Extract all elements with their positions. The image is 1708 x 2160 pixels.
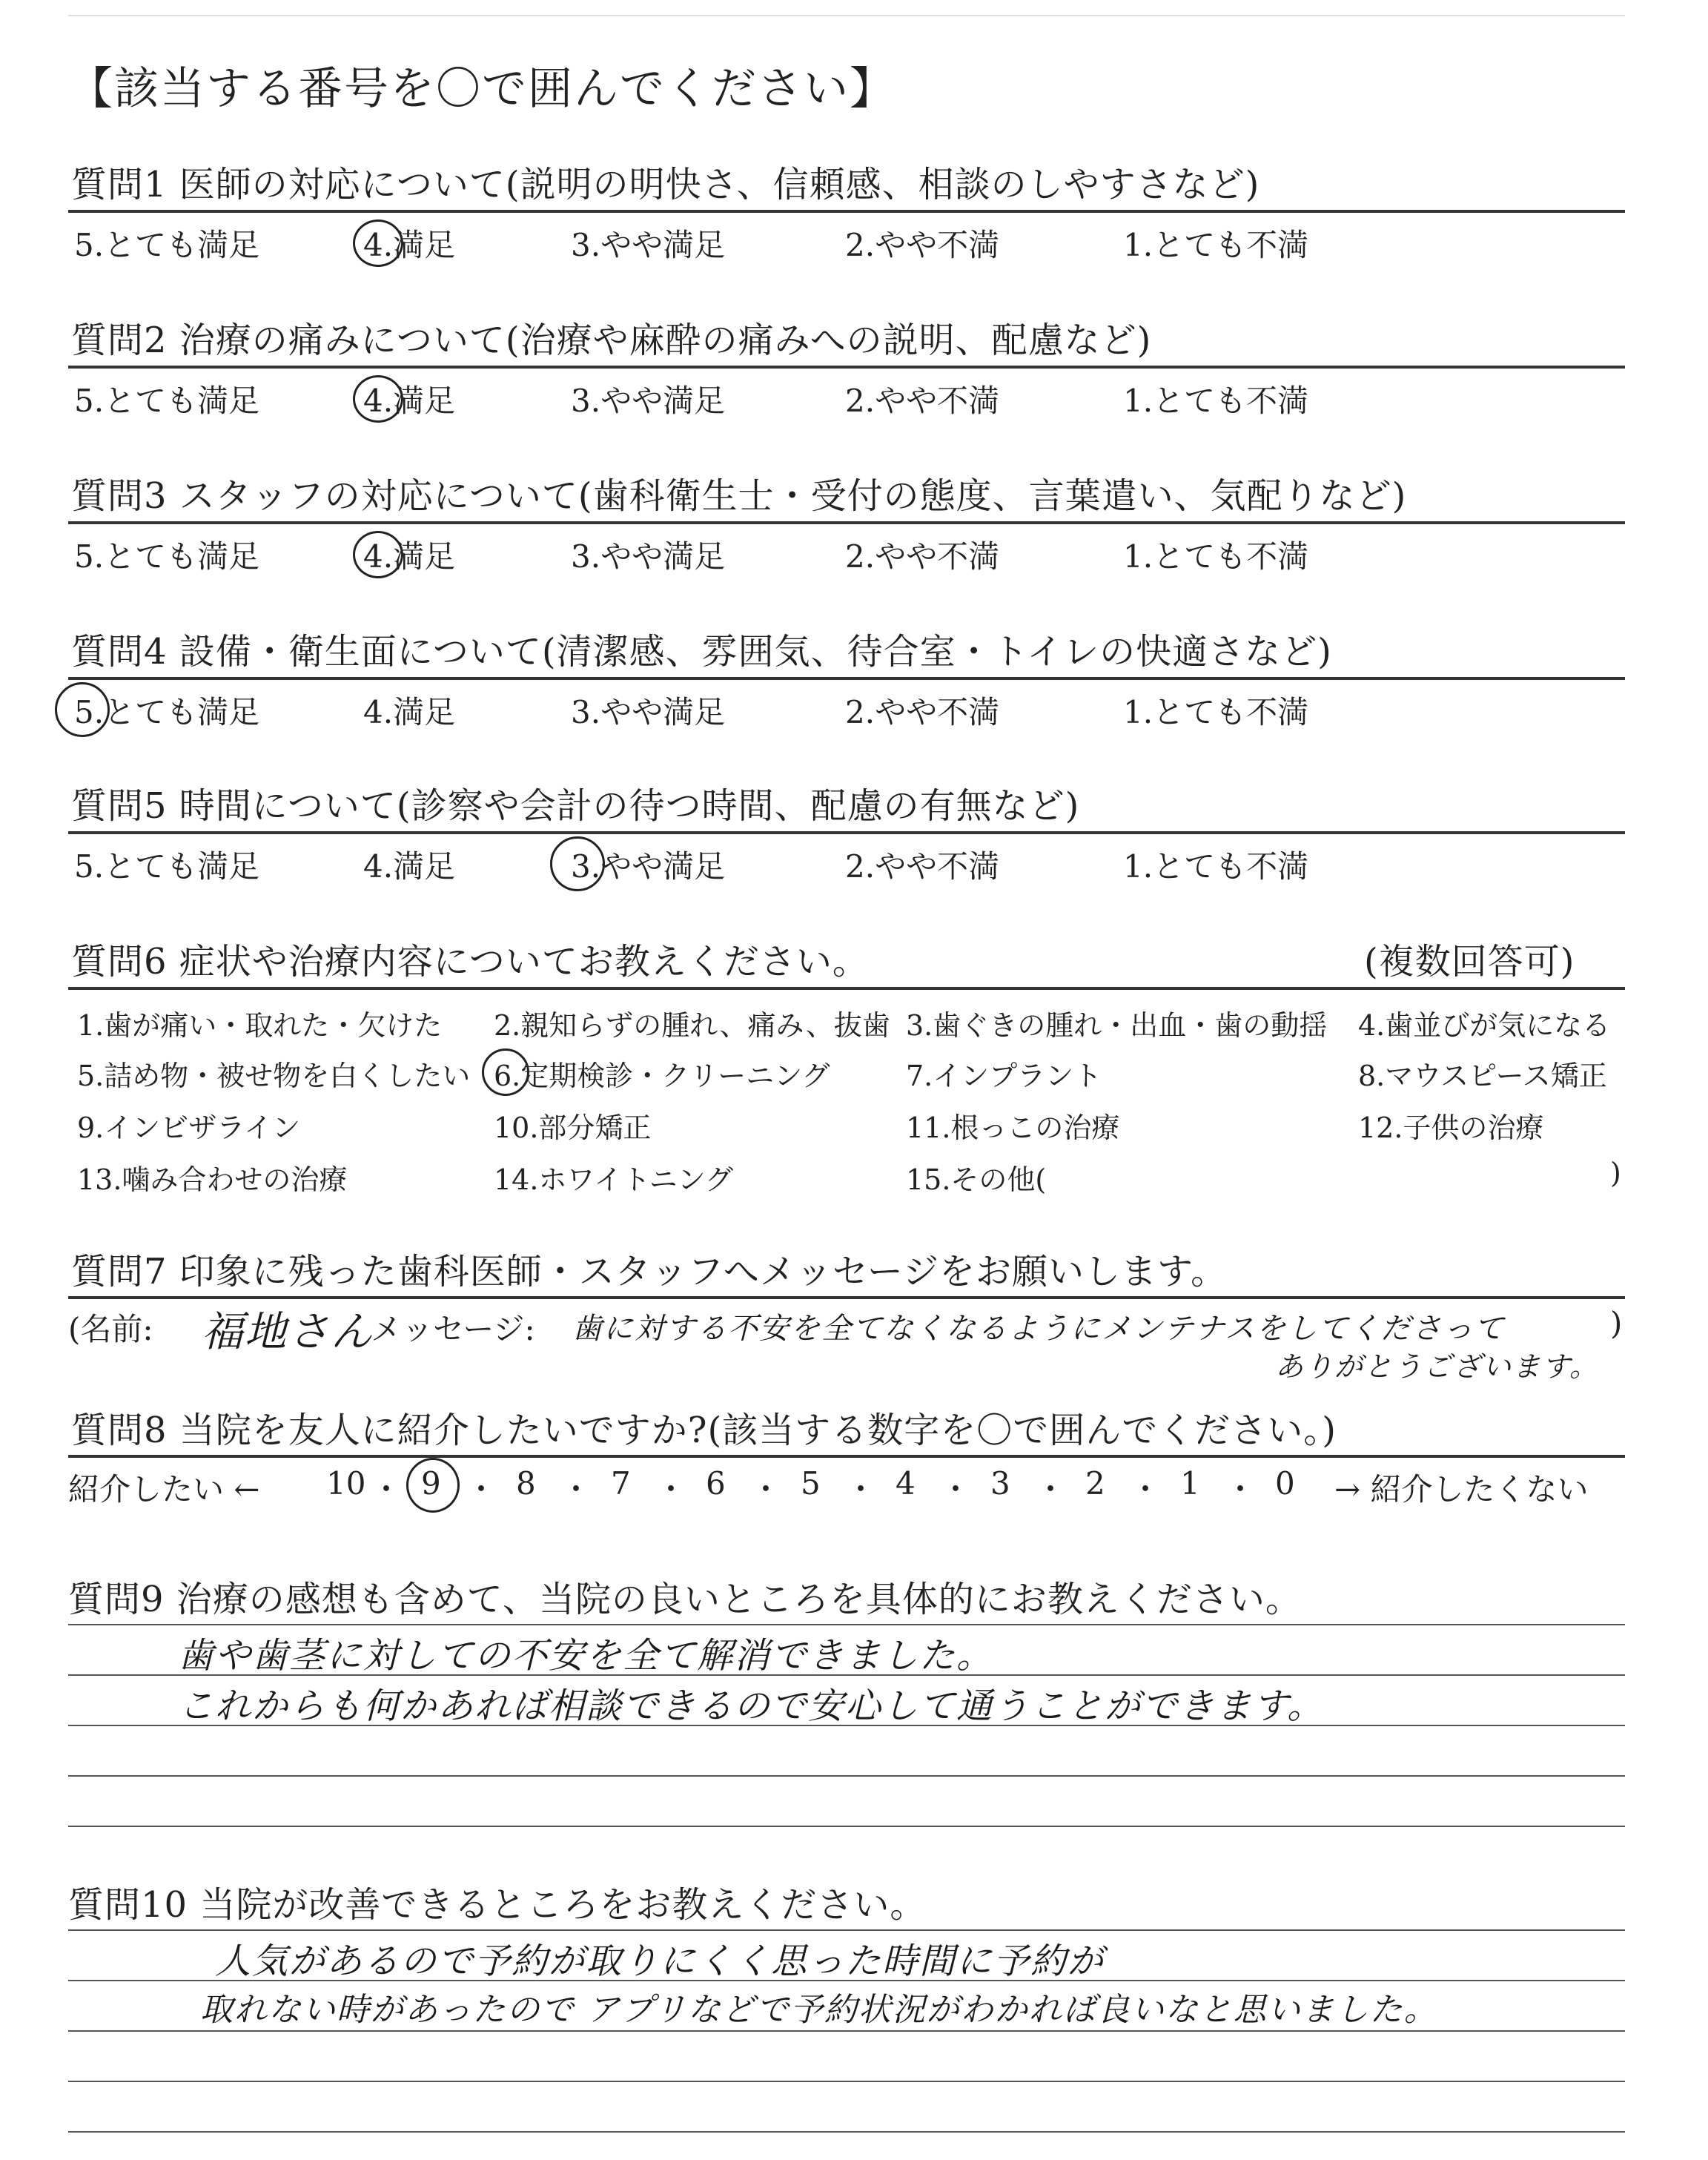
q8-scale-1[interactable]: 1	[1180, 1465, 1200, 1502]
q8-scale-separator: ・	[466, 1471, 497, 1507]
question-4-rule	[68, 677, 1625, 680]
question-2-rule	[68, 366, 1625, 369]
question-7-title: 質問7 印象に残った歯科医師・スタッフへメッセージをお願いします。	[71, 1251, 1228, 1292]
q3-option-1[interactable]: 1.とても不満	[1123, 538, 1309, 575]
q4-option-1[interactable]: 1.とても不満	[1123, 694, 1309, 730]
q2-option-5[interactable]: 5.とても満足	[74, 383, 260, 419]
q8-scale-4[interactable]: 4	[896, 1465, 916, 1502]
q10-answer-line1[interactable]: 人気があるので予約が取りにくく思った時間に予約が	[215, 1941, 1105, 1982]
q3-option-3[interactable]: 3.やや満足	[571, 538, 726, 575]
question-5-title: 質問5 時間について(診察や会計の待つ時間、配慮の有無など)	[71, 785, 1080, 827]
q6-option-11[interactable]: 11.根っこの治療	[906, 1112, 1120, 1144]
q2-option-4[interactable]: 4.満足	[363, 383, 456, 419]
q1-option-2[interactable]: 2.やや不満	[845, 227, 1000, 263]
question-10-title: 質問10 当院が改善できるところをお教えください。	[68, 1884, 927, 1926]
q6-option-7[interactable]: 7.インプラント	[906, 1060, 1102, 1092]
q6-option-5[interactable]: 5.詰め物・被せ物を白くしたい	[77, 1060, 471, 1092]
q8-scale-separator: ・	[1225, 1471, 1257, 1507]
question-4-title: 質問4 設備・衛生面について(清潔感、雰囲気、待合室・トイレの快適さなど)	[71, 631, 1332, 673]
question-6-note: (複数回答可)	[1364, 941, 1575, 982]
q3-option-4[interactable]: 4.満足	[363, 538, 456, 575]
q2-option-2[interactable]: 2.やや不満	[845, 383, 1000, 419]
q5-option-1[interactable]: 1.とても不満	[1123, 848, 1309, 885]
q6-option-15[interactable]: 15.その他(	[906, 1163, 1047, 1196]
q8-scale-separator: ・	[845, 1471, 877, 1507]
page-title: 【該当する番号を〇で囲んでください】	[68, 63, 896, 115]
q8-scale-6[interactable]: 6	[706, 1465, 726, 1502]
q6-option-14[interactable]: 14.ホワイトニング	[494, 1163, 734, 1196]
question-2-title: 質問2 治療の痛みについて(治療や麻酔の痛みへの説明、配慮など)	[71, 320, 1152, 361]
q4-option-4[interactable]: 4.満足	[363, 694, 456, 730]
question-8-rule	[68, 1455, 1625, 1458]
q6-option-8[interactable]: 8.マウスピース矯正	[1358, 1060, 1607, 1092]
question-8-title: 質問8 当院を友人に紹介したいですか?(該当する数字を〇で囲んでください。)	[71, 1410, 1337, 1451]
q6-option-10[interactable]: 10.部分矯正	[494, 1112, 652, 1144]
q8-scale-9[interactable]: 9	[421, 1465, 441, 1502]
q8-scale-10[interactable]: 10	[326, 1465, 366, 1502]
q8-right-label: → 紹介したくない	[1334, 1471, 1589, 1507]
q6-option-9[interactable]: 9.インビザライン	[77, 1112, 301, 1144]
q4-option-2[interactable]: 2.やや不満	[845, 694, 1000, 730]
q10-line-4	[68, 2081, 1625, 2082]
q10-line-5	[68, 2131, 1625, 2133]
q7-name-label: (名前:	[68, 1311, 153, 1347]
q1-option-1[interactable]: 1.とても不満	[1123, 227, 1309, 263]
question-6-rule	[68, 987, 1625, 990]
q7-name-value[interactable]: 福地さん	[202, 1308, 374, 1356]
q6-option-4[interactable]: 4.歯並びが気になる	[1358, 1009, 1611, 1042]
q6-option-3[interactable]: 3.歯ぐきの腫れ・出血・歯の動揺	[906, 1009, 1328, 1042]
question-6-title: 質問6 症状や治療内容についてお教えください。	[71, 941, 869, 982]
q8-scale-8[interactable]: 8	[516, 1465, 536, 1502]
q5-option-5[interactable]: 5.とても満足	[74, 848, 260, 885]
q8-scale-separator: ・	[940, 1471, 972, 1507]
q8-scale-0[interactable]: 0	[1275, 1465, 1295, 1502]
q4-option-5[interactable]: 5.とても満足	[74, 694, 260, 730]
q6-option-6[interactable]: 6.定期検診・クリーニング	[494, 1060, 830, 1092]
question-5-rule	[68, 831, 1625, 834]
q9-answer-line1[interactable]: 歯や歯茎に対しての不安を全て解消できました。	[178, 1635, 994, 1677]
q8-scale-separator: ・	[750, 1471, 782, 1507]
q9-line-1	[68, 1624, 1625, 1625]
q8-scale-separator: ・	[1130, 1471, 1162, 1507]
q5-option-4[interactable]: 4.満足	[363, 848, 456, 885]
q7-close-paren: )	[1610, 1305, 1623, 1341]
q8-left-label: 紹介したい ←	[68, 1471, 260, 1507]
q8-scale-3[interactable]: 3	[990, 1465, 1010, 1502]
q8-scale-separator: ・	[560, 1471, 592, 1507]
q3-option-5[interactable]: 5.とても満足	[74, 538, 260, 575]
top-border	[68, 15, 1625, 16]
q6-option-13[interactable]: 13.噛み合わせの治療	[77, 1163, 348, 1196]
question-3-rule	[68, 521, 1625, 524]
question-3-title: 質問3 スタッフの対応について(歯科衛生士・受付の態度、言葉遣い、気配りなど)	[71, 475, 1407, 517]
q8-scale-separator: ・	[371, 1471, 403, 1507]
q7-message-line1[interactable]: 歯に対する不安を全てなくなるようにメンテナスをしてくださって	[572, 1312, 1506, 1346]
q8-scale-2[interactable]: 2	[1085, 1465, 1105, 1502]
q5-option-3[interactable]: 3.やや満足	[571, 848, 726, 885]
q1-option-4[interactable]: 4.満足	[363, 227, 456, 263]
q6-option-2[interactable]: 2.親知らずの腫れ、痛み、抜歯	[494, 1009, 890, 1042]
q10-line-3	[68, 2030, 1625, 2032]
q10-answer-line2[interactable]: 取れない時があったので アプリなどで予約状況がわかれば良いなと思いました。	[200, 1991, 1438, 2029]
q3-option-2[interactable]: 2.やや不満	[845, 538, 1000, 575]
q9-line-5	[68, 1826, 1625, 1827]
q7-message-line2[interactable]: ありがとうございます。	[1275, 1350, 1599, 1383]
question-9-title: 質問9 治療の感想も含めて、当院の良いところを具体的にお教えください。	[68, 1579, 1302, 1620]
q9-line-4	[68, 1775, 1625, 1777]
q8-scale-separator: ・	[655, 1471, 687, 1507]
q1-option-5[interactable]: 5.とても満足	[74, 227, 260, 263]
q10-line-1	[68, 1929, 1625, 1931]
question-1-title: 質問1 医師の対応について(説明の明快さ、信頼感、相談のしやすさなど)	[71, 164, 1260, 205]
q7-message-label: メッセージ:	[371, 1311, 535, 1347]
q2-option-3[interactable]: 3.やや満足	[571, 383, 726, 419]
q4-option-3[interactable]: 3.やや満足	[571, 694, 726, 730]
q1-option-3[interactable]: 3.やや満足	[571, 227, 726, 263]
q6-option-12[interactable]: 12.子供の治療	[1358, 1112, 1544, 1144]
q8-scale-7[interactable]: 7	[611, 1465, 631, 1502]
q2-option-1[interactable]: 1.とても不満	[1123, 383, 1309, 419]
q8-scale-separator: ・	[1035, 1471, 1067, 1507]
q9-answer-line2[interactable]: これからも何かあれば相談できるので安心して通うことができます。	[178, 1685, 1325, 1727]
q8-scale-5[interactable]: 5	[801, 1465, 821, 1502]
question-1-rule	[68, 210, 1625, 213]
q5-option-2[interactable]: 2.やや不満	[845, 848, 1000, 885]
q6-option-1[interactable]: 1.歯が痛い・取れた・欠けた	[77, 1009, 443, 1042]
q6-option-15-close: )	[1610, 1157, 1621, 1189]
